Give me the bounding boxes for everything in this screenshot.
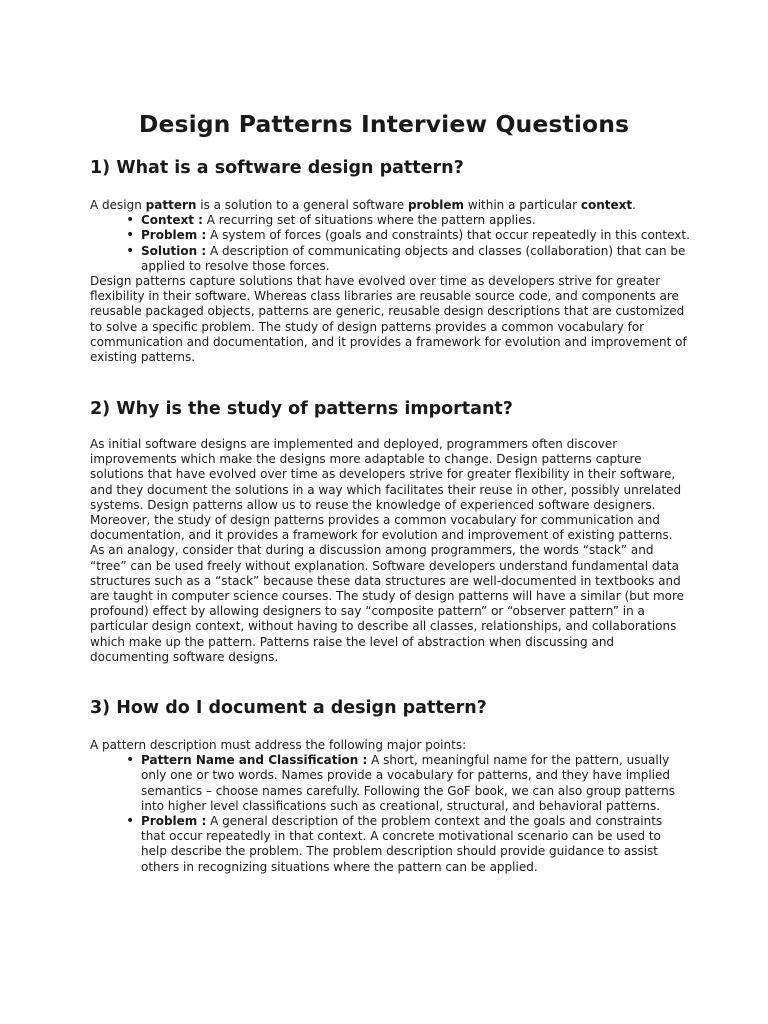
section-1-body bbox=[90, 198, 690, 365]
intro-text: A design bbox=[90, 198, 146, 212]
intro-bold-term: context bbox=[580, 198, 633, 212]
intro-text: is a solution to a general software bbox=[196, 198, 408, 212]
section-1-bullet-list bbox=[90, 213, 690, 274]
section-2-paragraph-2: Moreover, the study of design patterns provides a common vocabulary for communication and documentation, and it provides a framework for evolution and improvement of existing patterns. As an analogy, consider that during a discussion among programmers, the words “stack” and “tree” can be used freely without explanation. Software developers understand fundamental data structures such as a “stack” because these data structures are well-documented in textbooks and are taught in computer science courses. The study of design patterns will have a similar (but more profound) effect by allowing designers to say “composite pattern” or “observer pattern” in a particular design context, without having to describe all classes, relationships, and collaborations which make up the pattern. Patterns raise the level of abstraction when discussing and documenting software designs. bbox=[90, 513, 685, 664]
bullet-term: Problem : bbox=[141, 814, 207, 829]
section-3-intro: A pattern description must address the following major points: bbox=[90, 738, 467, 752]
bullet-text: A system of forces (goals and constraints) that occur repeatedly in this context. bbox=[206, 228, 690, 243]
bullet-term: Problem : bbox=[141, 228, 207, 243]
list-item bbox=[90, 753, 690, 814]
section-1-paragraph: Design patterns capture solutions that have evolved over time as developers strive for greater flexibility in their software. Whereas class libraries are reusable source code, and components are reusable packaged objects, patterns are generic, reusable design descriptions that are customized to solve a specific problem. The study of design patterns provides a common vocabulary for communication and documentation, and it provides a framework for evolution and improvement of existing patterns. bbox=[90, 274, 687, 365]
section-heading-2: 2) Why is the study of patterns important? bbox=[90, 399, 513, 419]
bullet-term: Solution : bbox=[141, 243, 207, 258]
section-2-body bbox=[90, 437, 690, 665]
bullet-text: A description of communicating objects and classes (collaboration) that can be applied to resolve those forces. bbox=[141, 243, 686, 273]
bullet-text: A short, meaningful name for the pattern, usually only one or two words. Names provide a vocabulary for patterns, and they have implied semantics – choose names carefully. Following the GoF book, we can also group patterns into higher level classifications such as creational, structural, and behavioral patterns. bbox=[141, 753, 675, 813]
page-title: Design Patterns Interview Questions bbox=[138, 110, 630, 138]
section-3-body bbox=[90, 738, 690, 875]
intro-text: . bbox=[632, 198, 636, 212]
bullet-term: Pattern Name and Classification : bbox=[141, 753, 368, 768]
list-item bbox=[90, 213, 690, 228]
list-item bbox=[90, 244, 690, 274]
section-heading-1: 1) What is a software design pattern? bbox=[90, 158, 464, 178]
section-heading-3: 3) How do I document a design pattern? bbox=[90, 698, 487, 718]
intro-text: within a particular bbox=[464, 198, 581, 212]
bullet-text: A general description of the problem context and the goals and constraints that occur repeatedly in that context. A concrete motivational scenario can be used to help describe the problem. The problem description should provide guidance to assist others in recognizing situations where the pattern can be applied. bbox=[141, 814, 663, 874]
bullet-text: A recurring set of situations where the pattern applies. bbox=[202, 213, 536, 228]
intro-bold-term: pattern bbox=[145, 198, 197, 212]
list-item bbox=[90, 228, 690, 243]
bullet-term: Context : bbox=[141, 213, 203, 228]
section-3-bullet-list bbox=[90, 753, 690, 875]
intro-bold-term: problem bbox=[407, 198, 465, 212]
section-1-intro bbox=[90, 198, 690, 213]
list-item bbox=[90, 814, 690, 875]
section-2-paragraph-1: As initial software designs are implemented and deployed, programmers often discover improvements which make the designs more adaptable to change. Design patterns capture solutions that have evolved over time as developers strive for greater flexibility in their software, and they document the solutions in a way which facilitates their reuse in other, possibly unrelated systems. Design patterns allow us to reuse the knowledge of experienced software designers. bbox=[90, 437, 682, 512]
